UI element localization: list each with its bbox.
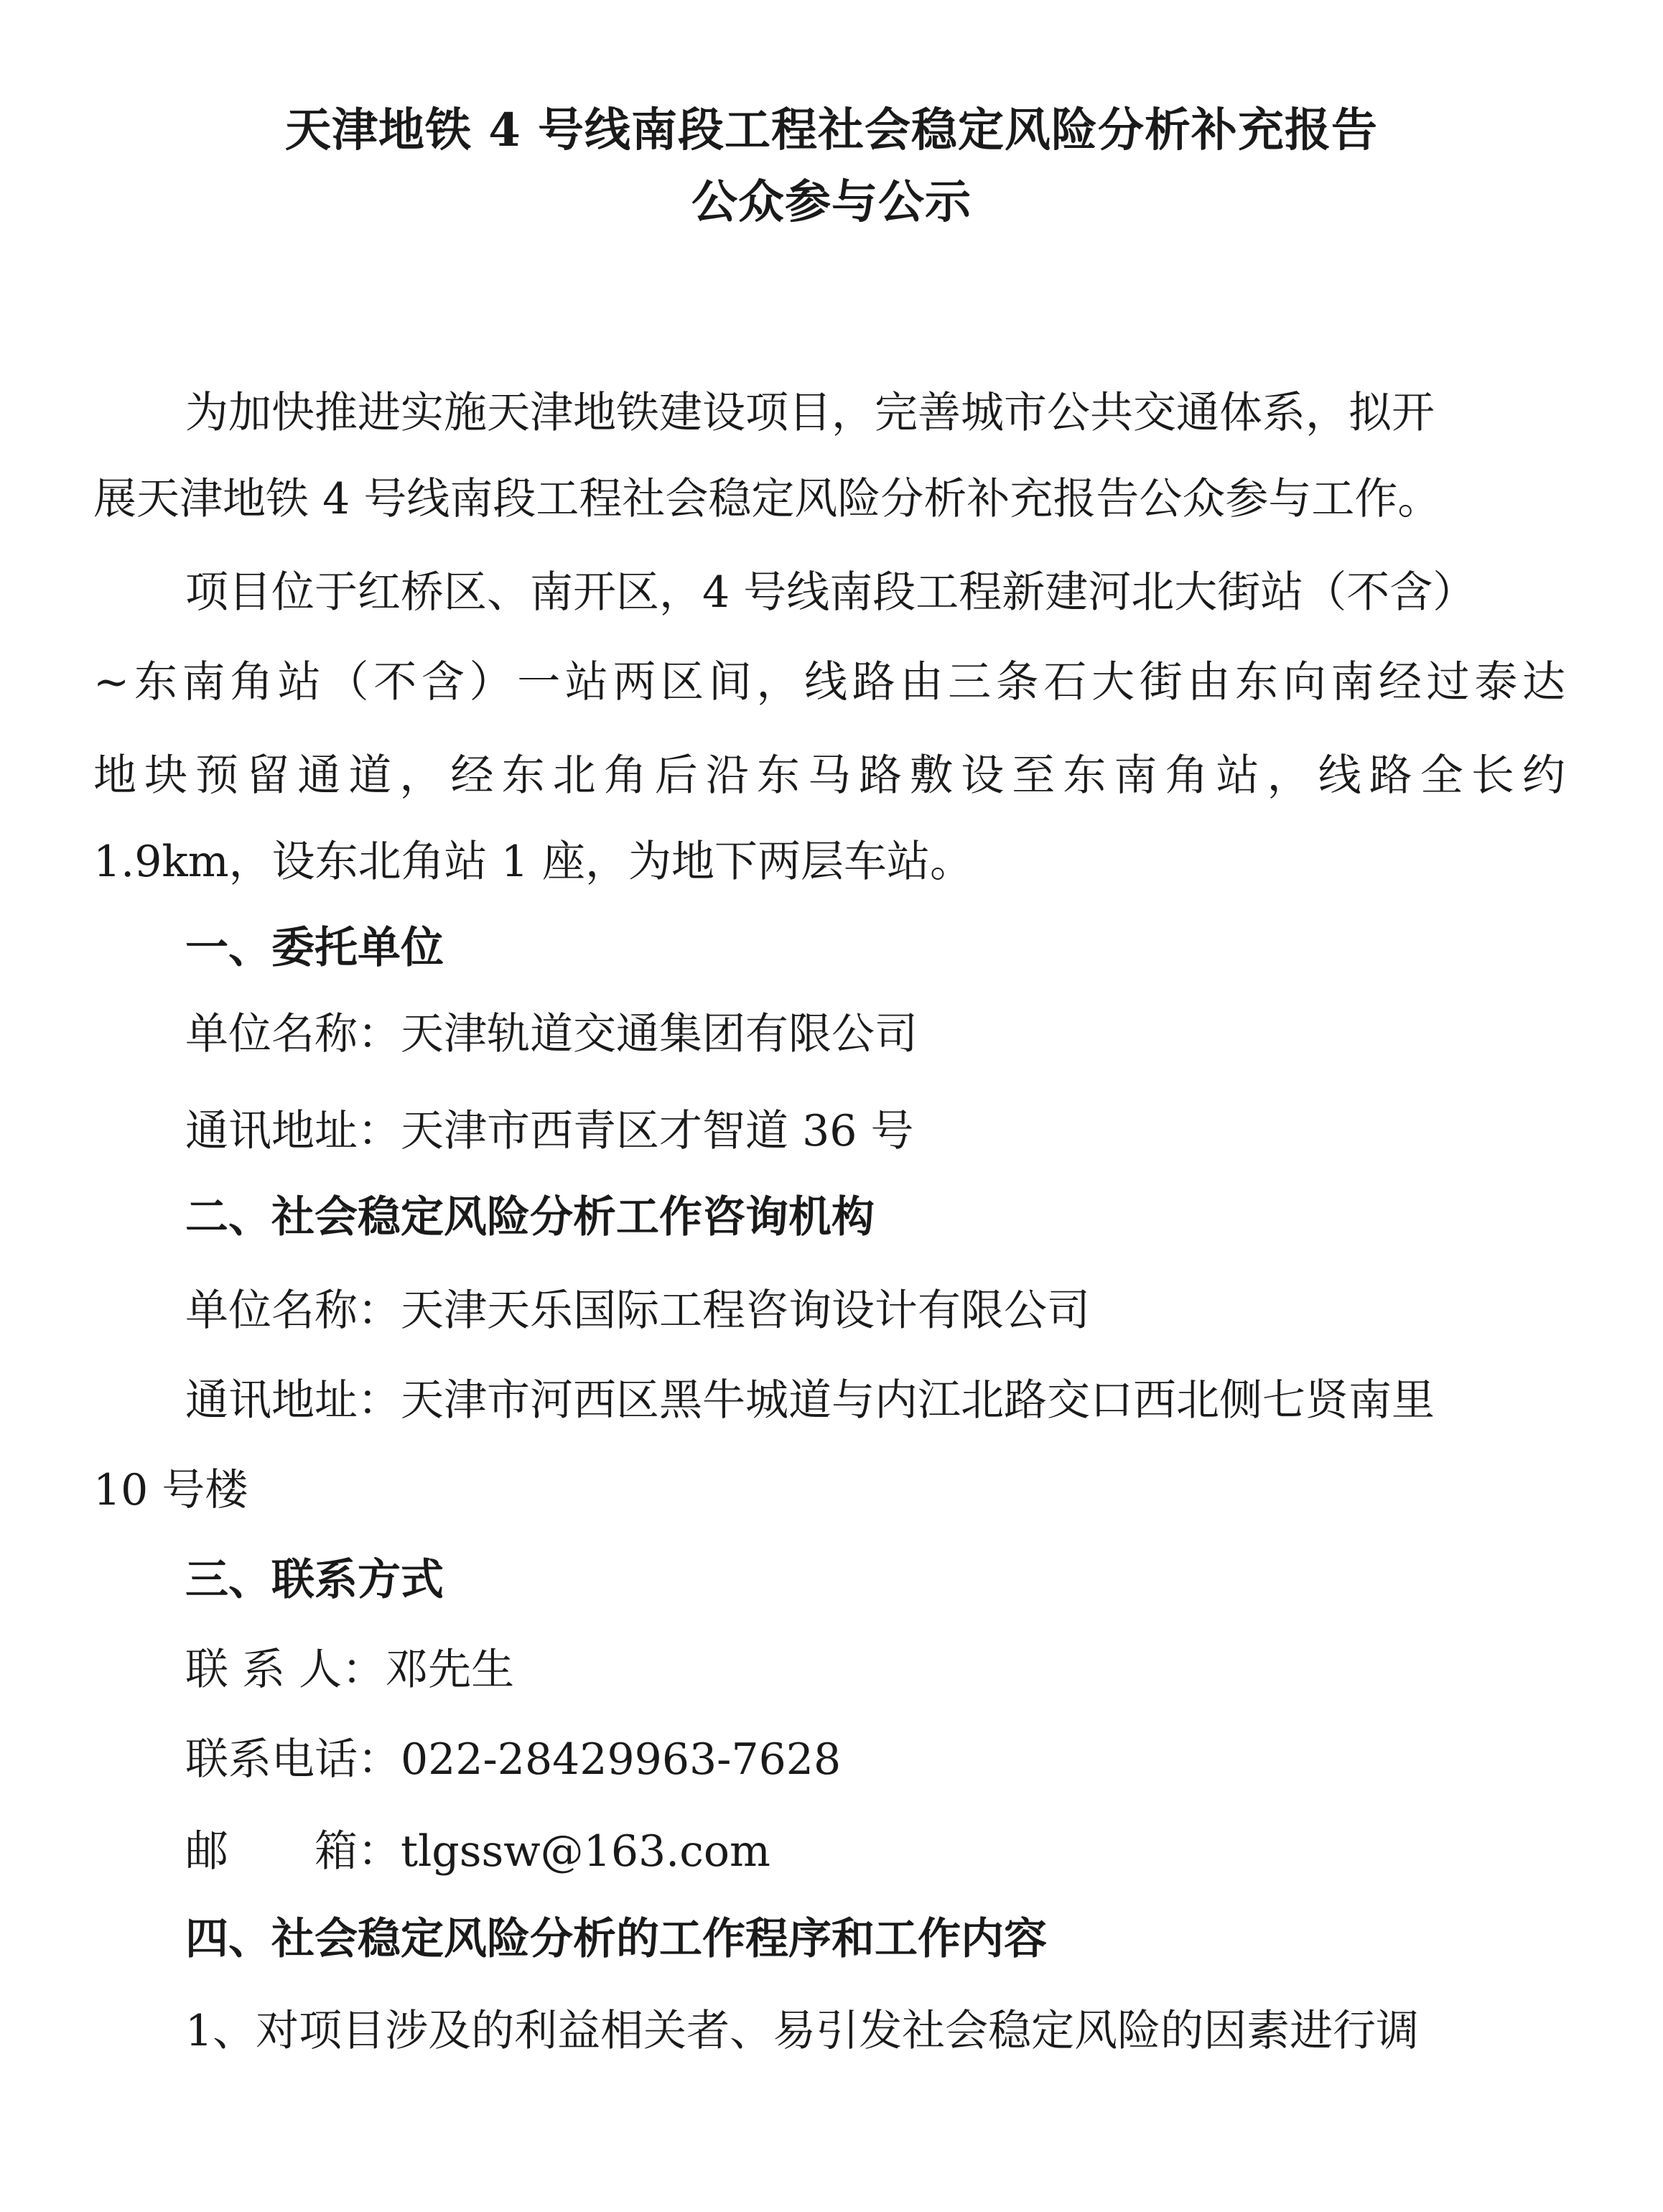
entrusting-unit-name: 单位名称：天津轨道交通集团有限公司 [185, 1009, 918, 1059]
consulting-agency-address-line-2: 10 号楼 [93, 1465, 248, 1515]
document-title-line2: 公众参与公示 [691, 175, 972, 229]
intro-paragraph-1-line-1: 为加快推进实施天津地铁建设项目，完善城市公共交通体系，拟开 [185, 388, 1435, 438]
consulting-agency-name: 单位名称：天津天乐国际工程咨询设计有限公司 [185, 1286, 1090, 1336]
intro-paragraph-2-line-2: ~东南角站（不含）一站两区间，线路由三条石大街由东向南经过泰达 [93, 657, 1565, 707]
intro-paragraph-2-line-3: 地块预留通道，经东北角后沿东马路敷设至东南角站，线路全长约 [93, 750, 1565, 801]
contact-email: 邮 箱：tlgssw@163.com [185, 1826, 770, 1877]
entrusting-unit-address: 通讯地址：天津市西青区才智道 36 号 [185, 1106, 914, 1156]
section-heading-work-procedure: 四、社会稳定风险分析的工作程序和工作内容 [185, 1914, 1047, 1964]
intro-paragraph-1-line-2: 展天津地铁 4 号线南段工程社会稳定风险分析补充报告公众参与工作。 [93, 474, 1441, 524]
contact-person: 联 系 人：邓先生 [185, 1645, 515, 1695]
intro-paragraph-2-line-1: 项目位于红桥区、南开区，4 号线南段工程新建河北大街站（不含） [185, 567, 1476, 618]
section-heading-contact: 三、联系方式 [185, 1555, 444, 1605]
document-title-line1: 天津地铁 4 号线南段工程社会稳定风险分析补充报告 [284, 103, 1379, 157]
consulting-agency-address-line-1: 通讯地址：天津市河西区黑牛城道与内江北路交口西北侧七贤南里 [185, 1375, 1435, 1426]
section-heading-entrusting-unit: 一、委托单位 [185, 923, 444, 973]
work-procedure-item-1-line-1: 1、对项目涉及的利益相关者、易引发社会稳定风险的因素进行调 [185, 2006, 1420, 2056]
section-heading-consulting-agency: 二、社会稳定风险分析工作咨询机构 [185, 1192, 875, 1242]
intro-paragraph-2-line-4: 1.9km，设东北角站 1 座，为地下两层车站。 [93, 837, 973, 887]
contact-phone: 联系电话：022-28429963-7628 [185, 1734, 842, 1785]
